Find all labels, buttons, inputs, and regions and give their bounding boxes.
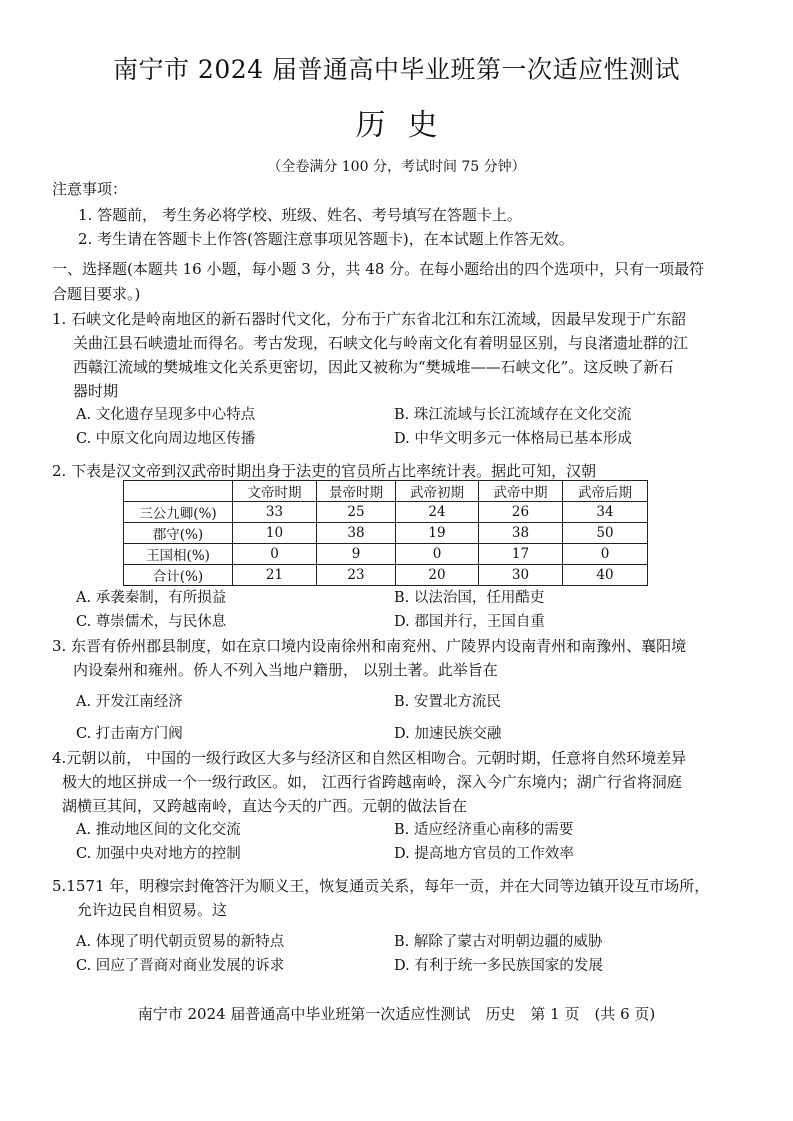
score-info: （全卷满分 100 分，考试时间 75 分钟） — [267, 159, 526, 175]
question-1-option-c: C. 中原文化向周边地区传播 — [76, 431, 256, 447]
table-cell: 38 — [317, 523, 396, 544]
table-cell: 50 — [563, 523, 648, 544]
section-instruction: 合题目要求。) — [52, 285, 141, 303]
question-4-text: 极大的地区拼成一个一级行政区。如， 江西行省跨越南岭，深入今广东境内；湖广行省将洞庭 — [62, 773, 682, 791]
question-1-text: 关曲江县石峡遗址而得名。考古发现，石峡文化与岭南文化有着明显区别，与良渚遗址群的江 — [73, 334, 689, 352]
question-4-option-d: D. 提高地方官员的工作效率 — [394, 846, 574, 862]
question-3-option-d: D. 加速民族交融 — [394, 726, 502, 742]
table-cell: 26 — [479, 502, 563, 523]
table-cell: 30 — [479, 565, 563, 586]
question-3-option-b: B. 安置北方流民 — [394, 694, 501, 710]
table-row — [124, 523, 648, 544]
question-2-option-d: D. 郡国并行，王国自重 — [394, 614, 545, 630]
question-4-text: 4.元朝以前， 中国的一级行政区大多与经济区和自然区相吻合。元朝时期，任意将自然环境差异 — [52, 749, 687, 767]
table-row-label: 王国相(%) — [124, 544, 233, 565]
table-header-cell — [124, 481, 233, 502]
table-header-cell: 武帝初期 — [396, 481, 479, 502]
official-ratio-table — [123, 480, 648, 586]
question-4-option-b: B. 适应经济重心南移的需要 — [394, 822, 574, 838]
question-5-option-a: A. 体现了明代朝贡贸易的新特点 — [76, 934, 285, 950]
section-instruction: 一、选择题(本题共 16 小题，每小题 3 分，共 48 分。在每小题给出的四个选项中，只有一项最符 — [52, 260, 705, 278]
table-cell: 38 — [479, 523, 563, 544]
table-cell: 25 — [317, 502, 396, 523]
question-4-option-a: A. 推动地区间的文化交流 — [76, 822, 241, 838]
question-2-option-a: A. 承袭秦制，有所损益 — [76, 590, 227, 606]
table-cell: 33 — [233, 502, 317, 523]
question-2-option-b: B. 以法治国，任用酷吏 — [394, 590, 545, 606]
question-4-text: 湖横亘其间，又跨越南岭，直达今天的广西。元朝的做法旨在 — [62, 797, 468, 815]
table-cell: 17 — [479, 544, 563, 565]
table-cell: 0 — [396, 544, 479, 565]
table-header-cell: 景帝时期 — [317, 481, 396, 502]
table-header-cell: 武帝后期 — [563, 481, 648, 502]
question-3-text: 3. 东晋有侨州郡县制度，如在京口境内设南徐州和南兖州、广陵界内设南青州和南豫州、襄阳境 — [52, 637, 687, 655]
table-row-label: 三公九卿(%) — [124, 502, 233, 523]
table-header-row — [124, 481, 648, 502]
table-cell: 10 — [233, 523, 317, 544]
question-4-option-c: C. 加强中央对地方的控制 — [76, 846, 241, 862]
table-cell: 0 — [563, 544, 648, 565]
table-cell: 34 — [563, 502, 648, 523]
table-cell: 19 — [396, 523, 479, 544]
table-header-cell: 文帝时期 — [233, 481, 317, 502]
question-3-option-c: C. 打击南方门阀 — [76, 726, 183, 742]
table-cell: 40 — [563, 565, 648, 586]
question-3-text: 内设秦州和雍州。侨人不列入当地户籍册， 以别土著。此举旨在 — [73, 661, 498, 679]
question-1-option-a: A. 文化遗存呈现多中心特点 — [76, 407, 256, 423]
table-cell: 20 — [396, 565, 479, 586]
question-5-option-b: B. 解除了蒙古对明朝边疆的威胁 — [394, 934, 603, 950]
table-cell: 21 — [233, 565, 317, 586]
table-cell: 24 — [396, 502, 479, 523]
question-5-text: 5.1571 年，明穆宗封俺答汗为顺义王，恢复通贡关系，每年一贡，并在大同等边镇开设互市场所， — [52, 877, 710, 895]
question-3-option-a: A. 开发江南经济 — [76, 694, 183, 710]
question-1-text: 西赣江流域的樊城堆文化关系更密切，因此又被称为“樊城堆——石峡文化”。这反映了新石 — [73, 358, 674, 376]
table-row — [124, 565, 648, 586]
exam-title: 南宁市 2024 届普通高中毕业班第一次适应性测试 — [112, 55, 681, 84]
table-row — [124, 544, 648, 565]
question-5-option-c: C. 回应了晋商对商业发展的诉求 — [76, 958, 285, 974]
table-row-label: 郡守(%) — [124, 523, 233, 544]
page-footer: 南宁市 2024 届普通高中毕业班第一次适应性测试 历史 第 1 页 (共 6 页) — [137, 1005, 656, 1023]
table-cell: 0 — [233, 544, 317, 565]
table-row-label: 合计(%) — [124, 565, 233, 586]
table-header-cell: 武帝中期 — [479, 481, 563, 502]
question-1-option-d: D. 中华文明多元一体格局已基本形成 — [394, 431, 632, 447]
table-cell: 23 — [317, 565, 396, 586]
table-cell: 9 — [317, 544, 396, 565]
question-1-text: 器时期 — [73, 382, 119, 400]
subject-title: 历史 — [355, 108, 460, 143]
note-item: 2. 考生请在答题卡上作答(答题注意事项见答题卡)，在本试题上作答无效。 — [78, 230, 574, 248]
question-2-option-c: C. 尊崇儒术，与民休息 — [76, 614, 227, 630]
question-2-text: 2. 下表是汉文帝到汉武帝时期出身于法吏的官员所占比率统计表。据此可知，汉朝 — [52, 462, 597, 480]
notes-heading: 注意事项： — [52, 180, 128, 198]
question-1-text: 1. 石峡文化是岭南地区的新石器时代文化，分布于广东省北江和东江流域，因最早发现于广东韶 — [52, 310, 687, 328]
question-1-option-b: B. 珠江流域与长江流域存在文化交流 — [394, 407, 632, 423]
note-item: 1. 答题前， 考生务必将学校、班级、姓名、考号填写在答题卡上。 — [78, 206, 522, 224]
question-5-text: 允许边民自相贸易。这 — [77, 901, 228, 919]
question-5-option-d: D. 有利于统一多民族国家的发展 — [394, 958, 603, 974]
table-row — [124, 502, 648, 523]
